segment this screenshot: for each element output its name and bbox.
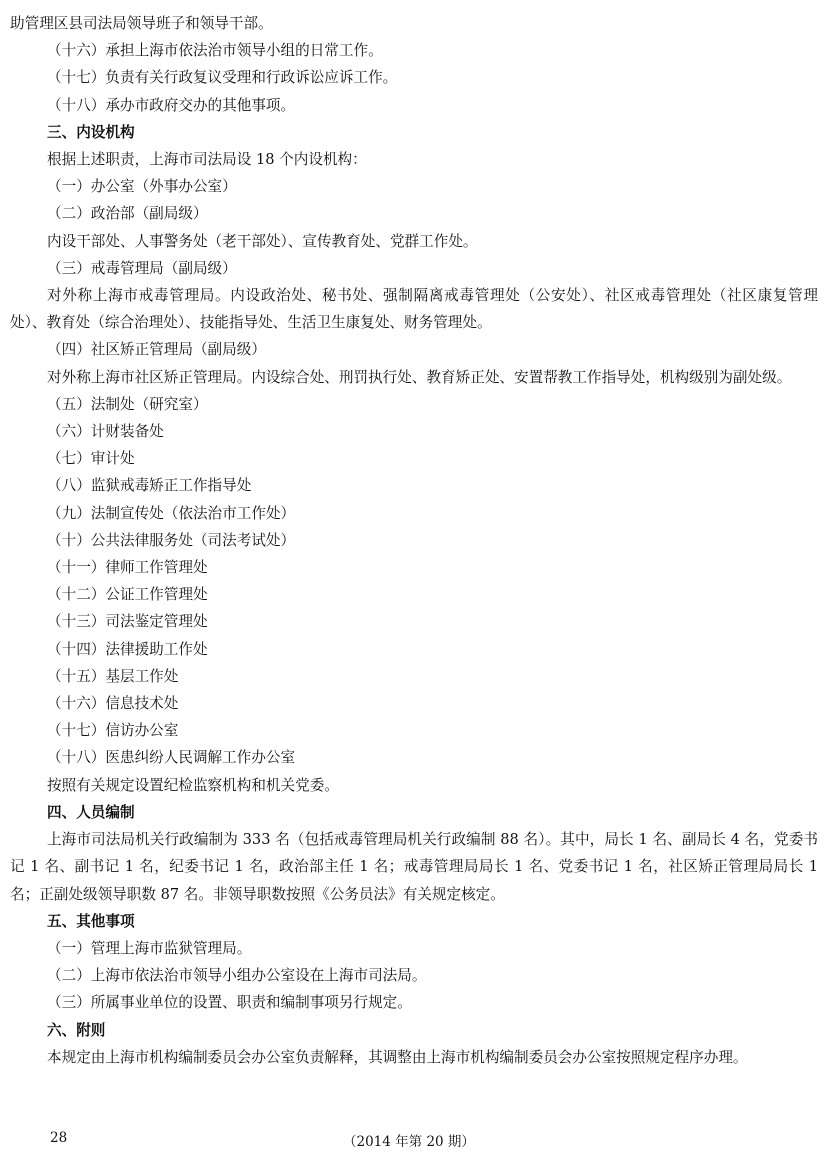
- section-heading: 六、附则: [47, 1021, 106, 1039]
- paragraph: 助管理区县司法局领导班子和领导干部。: [10, 15, 273, 32]
- paragraph: （十一）律师工作管理处: [47, 559, 208, 577]
- paragraph: （十六）信息技术处: [47, 695, 179, 713]
- paragraph: （四）社区矫正管理局（副局级）: [47, 341, 266, 359]
- paragraph: （十）公共法律服务处（司法考试处）: [47, 531, 296, 549]
- paragraph: （六）计财装备处: [47, 423, 164, 441]
- paragraph: （十七）负责有关行政复议受理和行政诉讼应诉工作。: [47, 69, 398, 87]
- paragraph: （十七）信访办公室: [47, 722, 179, 740]
- paragraph: （十五）基层工作处: [47, 667, 179, 685]
- paragraph: 内设干部处、人事警务处（老干部处）、宣传教育处、党群工作处。: [47, 232, 478, 250]
- paragraph: （七）审计处: [47, 450, 135, 468]
- page-number: 28: [50, 1130, 68, 1146]
- paragraph: （十二）公证工作管理处: [47, 586, 208, 604]
- paragraph: 对外称上海市戒毒管理局。内设政治处、秘书处、强制隔离戒毒管理处（公安处）、社区戒毒管理处（社区康复管理处）、教育处（综合治理处）、技能指导处、生活卫生康复处、财务管理处。: [10, 287, 818, 332]
- paragraph: 根据上述职责，上海市司法局设 18 个内设机构：: [47, 151, 367, 169]
- paragraph: （三）所属事业单位的设置、职责和编制事项另行规定。: [47, 994, 412, 1012]
- paragraph: （十三）司法鉴定管理处: [47, 613, 208, 631]
- paragraph: （二）上海市依法治市领导小组办公室设在上海市司法局。: [47, 967, 427, 985]
- paragraph: 对外称上海市社区矫正管理局。内设综合处、刑罚执行处、教育矫正处、安置帮教工作指导处，机构级别为副处级。: [47, 368, 792, 386]
- paragraph: 按照有关规定设置纪检监察机构和机关党委。: [47, 776, 339, 794]
- issue-label: （2014 年第 20 期）: [343, 1134, 475, 1150]
- paragraph: （十八）承办市政府交办的其他事项。: [47, 96, 296, 114]
- paragraph: （十六）承担上海市依法治市领导小组的日常工作。: [47, 42, 383, 60]
- paragraph: （十八）医患纠纷人民调解工作办公室: [47, 749, 296, 767]
- paragraph: （九）法制宣传处（依法治市工作处）: [47, 504, 296, 522]
- paragraph: （二）政治部（副局级）: [47, 205, 208, 223]
- paragraph: （十四）法律援助工作处: [47, 640, 208, 658]
- paragraph: 上海市司法局机关行政编制为 333 名（包括戒毒管理局机关行政编制 88 名）。其中，局长 1 名、副局长 4 名，党委书记 1 名、副书记 1 名，纪委书记 1 名，政治部主任 1 名；戒毒管理局局长 1 名、党委书记 1 名，社区矫正管理局局长 1 名；正副处级领导职数 87 名。非领导职数按照《公务员法》有关规定核定。: [10, 831, 818, 903]
- paragraph: （五）法制处（研究室）: [47, 395, 208, 413]
- paragraph: （一）办公室（外事办公室）: [47, 178, 237, 196]
- section-heading: 四、人员编制: [47, 803, 135, 821]
- section-heading: 五、其他事项: [47, 912, 135, 930]
- paragraph: （八）监狱戒毒矫正工作指导处: [47, 477, 252, 495]
- paragraph: （一）管理上海市监狱管理局。: [47, 939, 252, 957]
- document-body: [10, 10, 818, 1071]
- paragraph: （三）戒毒管理局（副局级）: [47, 259, 237, 277]
- section-heading: 三、内设机构: [47, 123, 135, 141]
- paragraph: 本规定由上海市机构编制委员会办公室负责解释，其调整由上海市机构编制委员会办公室按照规定程序办理。: [47, 1048, 748, 1066]
